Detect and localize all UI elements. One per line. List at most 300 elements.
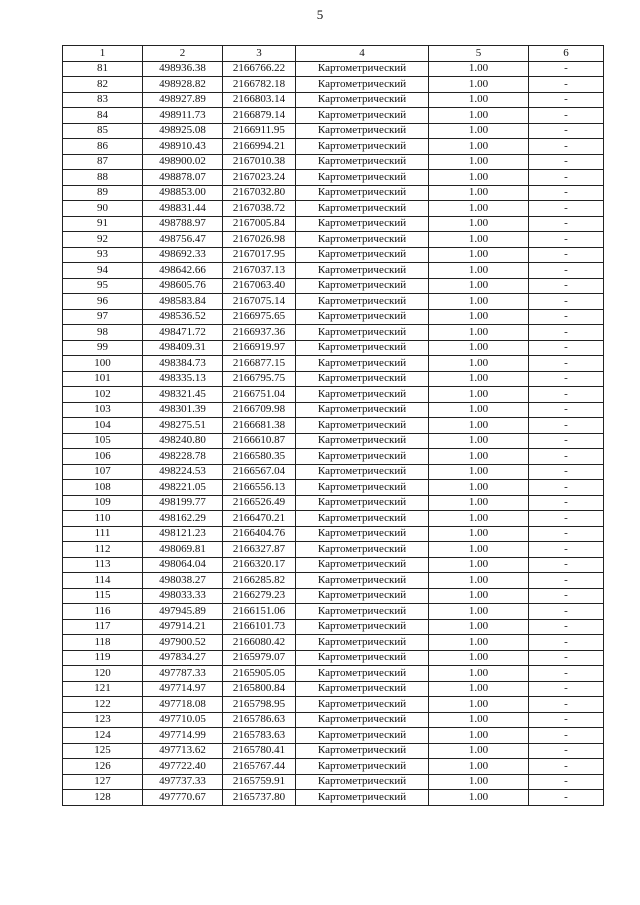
note-cell: - [529, 263, 604, 279]
note-cell: - [529, 495, 604, 511]
x-coordinate-cell: 498335.13 [143, 371, 223, 387]
y-coordinate-cell: 2165786.63 [223, 712, 296, 728]
x-coordinate-cell: 497710.05 [143, 712, 223, 728]
method-cell: Картометрический [296, 542, 429, 558]
y-coordinate-cell: 2166526.49 [223, 495, 296, 511]
point-number-cell: 116 [63, 604, 143, 620]
y-coordinate-cell: 2166610.87 [223, 433, 296, 449]
table-row [63, 464, 604, 480]
method-cell: Картометрический [296, 278, 429, 294]
table-row [63, 418, 604, 434]
point-number-cell: 94 [63, 263, 143, 279]
method-cell: Картометрический [296, 588, 429, 604]
accuracy-cell: 1.00 [429, 77, 529, 93]
point-number-cell: 115 [63, 588, 143, 604]
accuracy-cell: 1.00 [429, 573, 529, 589]
note-cell: - [529, 294, 604, 310]
accuracy-cell: 1.00 [429, 418, 529, 434]
table-row [63, 604, 604, 620]
note-cell: - [529, 697, 604, 713]
note-cell: - [529, 185, 604, 201]
y-coordinate-cell: 2166681.38 [223, 418, 296, 434]
point-number-cell: 105 [63, 433, 143, 449]
accuracy-cell: 1.00 [429, 402, 529, 418]
accuracy-cell: 1.00 [429, 139, 529, 155]
y-coordinate-cell: 2166766.22 [223, 61, 296, 77]
note-cell: - [529, 774, 604, 790]
table-row [63, 712, 604, 728]
y-coordinate-cell: 2166580.35 [223, 449, 296, 465]
method-cell: Картометрический [296, 743, 429, 759]
point-number-cell: 100 [63, 356, 143, 372]
point-number-cell: 97 [63, 309, 143, 325]
point-number-cell: 84 [63, 108, 143, 124]
y-coordinate-cell: 2166320.17 [223, 557, 296, 573]
x-coordinate-cell: 498605.76 [143, 278, 223, 294]
y-coordinate-cell: 2166782.18 [223, 77, 296, 93]
table-row [63, 526, 604, 542]
note-cell: - [529, 464, 604, 480]
y-coordinate-cell: 2166911.95 [223, 123, 296, 139]
header-cell: 2 [143, 46, 223, 62]
note-cell: - [529, 588, 604, 604]
y-coordinate-cell: 2165737.80 [223, 790, 296, 806]
x-coordinate-cell: 498831.44 [143, 201, 223, 217]
x-coordinate-cell: 498228.78 [143, 449, 223, 465]
header-cell: 4 [296, 46, 429, 62]
method-cell: Картометрический [296, 681, 429, 697]
method-cell: Картометрический [296, 495, 429, 511]
method-cell: Картометрический [296, 573, 429, 589]
method-cell: Картометрический [296, 247, 429, 263]
x-coordinate-cell: 498321.45 [143, 387, 223, 403]
accuracy-cell: 1.00 [429, 697, 529, 713]
x-coordinate-cell: 498756.47 [143, 232, 223, 248]
x-coordinate-cell: 498275.51 [143, 418, 223, 434]
x-coordinate-cell: 498064.04 [143, 557, 223, 573]
accuracy-cell: 1.00 [429, 495, 529, 511]
y-coordinate-cell: 2166101.73 [223, 619, 296, 635]
y-coordinate-cell: 2165905.05 [223, 666, 296, 682]
table-row [63, 666, 604, 682]
point-number-cell: 108 [63, 480, 143, 496]
table-row [63, 588, 604, 604]
accuracy-cell: 1.00 [429, 387, 529, 403]
accuracy-cell: 1.00 [429, 464, 529, 480]
y-coordinate-cell: 2166877.15 [223, 356, 296, 372]
point-number-cell: 104 [63, 418, 143, 434]
table-row [63, 402, 604, 418]
method-cell: Картометрический [296, 790, 429, 806]
y-coordinate-cell: 2165767.44 [223, 759, 296, 775]
note-cell: - [529, 77, 604, 93]
method-cell: Картометрический [296, 92, 429, 108]
method-cell: Картометрический [296, 619, 429, 635]
note-cell: - [529, 743, 604, 759]
accuracy-cell: 1.00 [429, 154, 529, 170]
y-coordinate-cell: 2167026.98 [223, 232, 296, 248]
x-coordinate-cell: 498692.33 [143, 247, 223, 263]
accuracy-cell: 1.00 [429, 232, 529, 248]
y-coordinate-cell: 2166285.82 [223, 573, 296, 589]
method-cell: Картометрический [296, 139, 429, 155]
point-number-cell: 112 [63, 542, 143, 558]
point-number-cell: 120 [63, 666, 143, 682]
table-row [63, 123, 604, 139]
method-cell: Картометрический [296, 526, 429, 542]
note-cell: - [529, 511, 604, 527]
table-row [63, 542, 604, 558]
method-cell: Картометрический [296, 604, 429, 620]
y-coordinate-cell: 2166470.21 [223, 511, 296, 527]
table-row [63, 185, 604, 201]
method-cell: Картометрический [296, 170, 429, 186]
table-row [63, 728, 604, 744]
method-cell: Картометрический [296, 511, 429, 527]
page-number: 5 [316, 7, 324, 22]
method-cell: Картометрический [296, 263, 429, 279]
y-coordinate-cell: 2165759.91 [223, 774, 296, 790]
method-cell: Картометрический [296, 371, 429, 387]
header-cell: 3 [223, 46, 296, 62]
point-number-cell: 123 [63, 712, 143, 728]
method-cell: Картометрический [296, 309, 429, 325]
table-row [63, 681, 604, 697]
point-number-cell: 117 [63, 619, 143, 635]
note-cell: - [529, 681, 604, 697]
x-coordinate-cell: 498583.84 [143, 294, 223, 310]
table-row [63, 449, 604, 465]
x-coordinate-cell: 497722.40 [143, 759, 223, 775]
x-coordinate-cell: 498162.29 [143, 511, 223, 527]
method-cell: Картометрический [296, 123, 429, 139]
y-coordinate-cell: 2166556.13 [223, 480, 296, 496]
table-row [63, 77, 604, 93]
x-coordinate-cell: 498925.08 [143, 123, 223, 139]
point-number-cell: 85 [63, 123, 143, 139]
method-cell: Картометрический [296, 77, 429, 93]
note-cell: - [529, 201, 604, 217]
point-number-cell: 122 [63, 697, 143, 713]
note-cell: - [529, 123, 604, 139]
y-coordinate-cell: 2166994.21 [223, 139, 296, 155]
accuracy-cell: 1.00 [429, 542, 529, 558]
x-coordinate-cell: 498910.43 [143, 139, 223, 155]
table-row [63, 309, 604, 325]
point-number-cell: 118 [63, 635, 143, 651]
accuracy-cell: 1.00 [429, 201, 529, 217]
accuracy-cell: 1.00 [429, 371, 529, 387]
y-coordinate-cell: 2167038.72 [223, 201, 296, 217]
table-row [63, 356, 604, 372]
point-number-cell: 99 [63, 340, 143, 356]
point-number-cell: 82 [63, 77, 143, 93]
x-coordinate-cell: 498927.89 [143, 92, 223, 108]
y-coordinate-cell: 2166937.36 [223, 325, 296, 341]
y-coordinate-cell: 2167017.95 [223, 247, 296, 263]
note-cell: - [529, 619, 604, 635]
point-number-cell: 111 [63, 526, 143, 542]
note-cell: - [529, 170, 604, 186]
header-cell: 1 [63, 46, 143, 62]
table-row [63, 387, 604, 403]
x-coordinate-cell: 498221.05 [143, 480, 223, 496]
x-coordinate-cell: 498911.73 [143, 108, 223, 124]
x-coordinate-cell: 498301.39 [143, 402, 223, 418]
note-cell: - [529, 356, 604, 372]
y-coordinate-cell: 2165798.95 [223, 697, 296, 713]
y-coordinate-cell: 2167010.38 [223, 154, 296, 170]
point-number-cell: 106 [63, 449, 143, 465]
accuracy-cell: 1.00 [429, 108, 529, 124]
point-number-cell: 92 [63, 232, 143, 248]
method-cell: Картометрический [296, 154, 429, 170]
point-number-cell: 126 [63, 759, 143, 775]
table-row [63, 790, 604, 806]
point-number-cell: 93 [63, 247, 143, 263]
accuracy-cell: 1.00 [429, 340, 529, 356]
table-header-row [63, 46, 604, 62]
point-number-cell: 103 [63, 402, 143, 418]
y-coordinate-cell: 2166803.14 [223, 92, 296, 108]
method-cell: Картометрический [296, 666, 429, 682]
accuracy-cell: 1.00 [429, 790, 529, 806]
table-row [63, 201, 604, 217]
table-row [63, 294, 604, 310]
point-number-cell: 95 [63, 278, 143, 294]
note-cell: - [529, 650, 604, 666]
note-cell: - [529, 92, 604, 108]
note-cell: - [529, 309, 604, 325]
note-cell: - [529, 712, 604, 728]
table-row [63, 433, 604, 449]
accuracy-cell: 1.00 [429, 433, 529, 449]
table-row [63, 495, 604, 511]
method-cell: Картометрический [296, 697, 429, 713]
table-row [63, 232, 604, 248]
method-cell: Картометрический [296, 216, 429, 232]
y-coordinate-cell: 2166751.04 [223, 387, 296, 403]
note-cell: - [529, 526, 604, 542]
accuracy-cell: 1.00 [429, 526, 529, 542]
accuracy-cell: 1.00 [429, 185, 529, 201]
y-coordinate-cell: 2166709.98 [223, 402, 296, 418]
note-cell: - [529, 418, 604, 434]
method-cell: Картометрический [296, 402, 429, 418]
accuracy-cell: 1.00 [429, 278, 529, 294]
method-cell: Картометрический [296, 650, 429, 666]
x-coordinate-cell: 497770.67 [143, 790, 223, 806]
coordinates-table [62, 45, 604, 806]
note-cell: - [529, 573, 604, 589]
y-coordinate-cell: 2166151.06 [223, 604, 296, 620]
method-cell: Картометрический [296, 464, 429, 480]
method-cell: Картометрический [296, 449, 429, 465]
accuracy-cell: 1.00 [429, 728, 529, 744]
accuracy-cell: 1.00 [429, 635, 529, 651]
x-coordinate-cell: 498788.97 [143, 216, 223, 232]
method-cell: Картометрический [296, 294, 429, 310]
point-number-cell: 127 [63, 774, 143, 790]
y-coordinate-cell: 2166879.14 [223, 108, 296, 124]
x-coordinate-cell: 498471.72 [143, 325, 223, 341]
point-number-cell: 125 [63, 743, 143, 759]
y-coordinate-cell: 2166080.42 [223, 635, 296, 651]
accuracy-cell: 1.00 [429, 449, 529, 465]
point-number-cell: 91 [63, 216, 143, 232]
method-cell: Картометрический [296, 759, 429, 775]
point-number-cell: 87 [63, 154, 143, 170]
x-coordinate-cell: 498069.81 [143, 542, 223, 558]
x-coordinate-cell: 497900.52 [143, 635, 223, 651]
method-cell: Картометрический [296, 387, 429, 403]
table-row [63, 697, 604, 713]
accuracy-cell: 1.00 [429, 604, 529, 620]
table-row [63, 154, 604, 170]
note-cell: - [529, 340, 604, 356]
x-coordinate-cell: 497737.33 [143, 774, 223, 790]
note-cell: - [529, 278, 604, 294]
method-cell: Картометрический [296, 61, 429, 77]
note-cell: - [529, 557, 604, 573]
table-row [63, 774, 604, 790]
x-coordinate-cell: 498928.82 [143, 77, 223, 93]
x-coordinate-cell: 498240.80 [143, 433, 223, 449]
method-cell: Картометрический [296, 635, 429, 651]
x-coordinate-cell: 498536.52 [143, 309, 223, 325]
x-coordinate-cell: 498642.66 [143, 263, 223, 279]
table-row [63, 650, 604, 666]
note-cell: - [529, 232, 604, 248]
point-number-cell: 113 [63, 557, 143, 573]
point-number-cell: 107 [63, 464, 143, 480]
table-row [63, 573, 604, 589]
point-number-cell: 114 [63, 573, 143, 589]
point-number-cell: 121 [63, 681, 143, 697]
y-coordinate-cell: 2166279.23 [223, 588, 296, 604]
table-row [63, 108, 604, 124]
method-cell: Картометрический [296, 557, 429, 573]
method-cell: Картометрический [296, 480, 429, 496]
note-cell: - [529, 108, 604, 124]
table-row [63, 278, 604, 294]
method-cell: Картометрический [296, 340, 429, 356]
point-number-cell: 128 [63, 790, 143, 806]
accuracy-cell: 1.00 [429, 92, 529, 108]
point-number-cell: 109 [63, 495, 143, 511]
method-cell: Картометрический [296, 108, 429, 124]
method-cell: Картометрический [296, 774, 429, 790]
table-row [63, 92, 604, 108]
method-cell: Картометрический [296, 418, 429, 434]
table-row [63, 216, 604, 232]
accuracy-cell: 1.00 [429, 759, 529, 775]
y-coordinate-cell: 2166919.97 [223, 340, 296, 356]
table-row [63, 511, 604, 527]
accuracy-cell: 1.00 [429, 170, 529, 186]
y-coordinate-cell: 2166404.76 [223, 526, 296, 542]
point-number-cell: 86 [63, 139, 143, 155]
accuracy-cell: 1.00 [429, 123, 529, 139]
note-cell: - [529, 449, 604, 465]
x-coordinate-cell: 498033.33 [143, 588, 223, 604]
table-row [63, 170, 604, 186]
y-coordinate-cell: 2165783.63 [223, 728, 296, 744]
accuracy-cell: 1.00 [429, 650, 529, 666]
table-row [63, 759, 604, 775]
x-coordinate-cell: 497718.08 [143, 697, 223, 713]
accuracy-cell: 1.00 [429, 356, 529, 372]
x-coordinate-cell: 498409.31 [143, 340, 223, 356]
method-cell: Картометрический [296, 433, 429, 449]
x-coordinate-cell: 497945.89 [143, 604, 223, 620]
header-cell: 6 [529, 46, 604, 62]
accuracy-cell: 1.00 [429, 774, 529, 790]
accuracy-cell: 1.00 [429, 619, 529, 635]
table-row [63, 139, 604, 155]
note-cell: - [529, 728, 604, 744]
accuracy-cell: 1.00 [429, 216, 529, 232]
point-number-cell: 90 [63, 201, 143, 217]
accuracy-cell: 1.00 [429, 480, 529, 496]
note-cell: - [529, 635, 604, 651]
point-number-cell: 119 [63, 650, 143, 666]
x-coordinate-cell: 497714.97 [143, 681, 223, 697]
x-coordinate-cell: 498038.27 [143, 573, 223, 589]
y-coordinate-cell: 2165780.41 [223, 743, 296, 759]
table-row [63, 263, 604, 279]
accuracy-cell: 1.00 [429, 61, 529, 77]
point-number-cell: 124 [63, 728, 143, 744]
accuracy-cell: 1.00 [429, 309, 529, 325]
note-cell: - [529, 542, 604, 558]
table-row [63, 619, 604, 635]
y-coordinate-cell: 2165979.07 [223, 650, 296, 666]
x-coordinate-cell: 498936.38 [143, 61, 223, 77]
x-coordinate-cell: 497914.21 [143, 619, 223, 635]
note-cell: - [529, 759, 604, 775]
x-coordinate-cell: 498384.73 [143, 356, 223, 372]
table-row [63, 635, 604, 651]
x-coordinate-cell: 497834.27 [143, 650, 223, 666]
method-cell: Картометрический [296, 201, 429, 217]
accuracy-cell: 1.00 [429, 588, 529, 604]
point-number-cell: 88 [63, 170, 143, 186]
table-row [63, 325, 604, 341]
y-coordinate-cell: 2166795.75 [223, 371, 296, 387]
table-row [63, 743, 604, 759]
x-coordinate-cell: 497714.99 [143, 728, 223, 744]
table-row [63, 480, 604, 496]
accuracy-cell: 1.00 [429, 557, 529, 573]
accuracy-cell: 1.00 [429, 247, 529, 263]
y-coordinate-cell: 2167063.40 [223, 278, 296, 294]
point-number-cell: 98 [63, 325, 143, 341]
note-cell: - [529, 325, 604, 341]
x-coordinate-cell: 498199.77 [143, 495, 223, 511]
method-cell: Картометрический [296, 325, 429, 341]
method-cell: Картометрический [296, 232, 429, 248]
method-cell: Картометрический [296, 185, 429, 201]
y-coordinate-cell: 2167075.14 [223, 294, 296, 310]
accuracy-cell: 1.00 [429, 743, 529, 759]
method-cell: Картометрический [296, 728, 429, 744]
x-coordinate-cell: 497713.62 [143, 743, 223, 759]
accuracy-cell: 1.00 [429, 681, 529, 697]
accuracy-cell: 1.00 [429, 325, 529, 341]
y-coordinate-cell: 2166567.04 [223, 464, 296, 480]
note-cell: - [529, 139, 604, 155]
